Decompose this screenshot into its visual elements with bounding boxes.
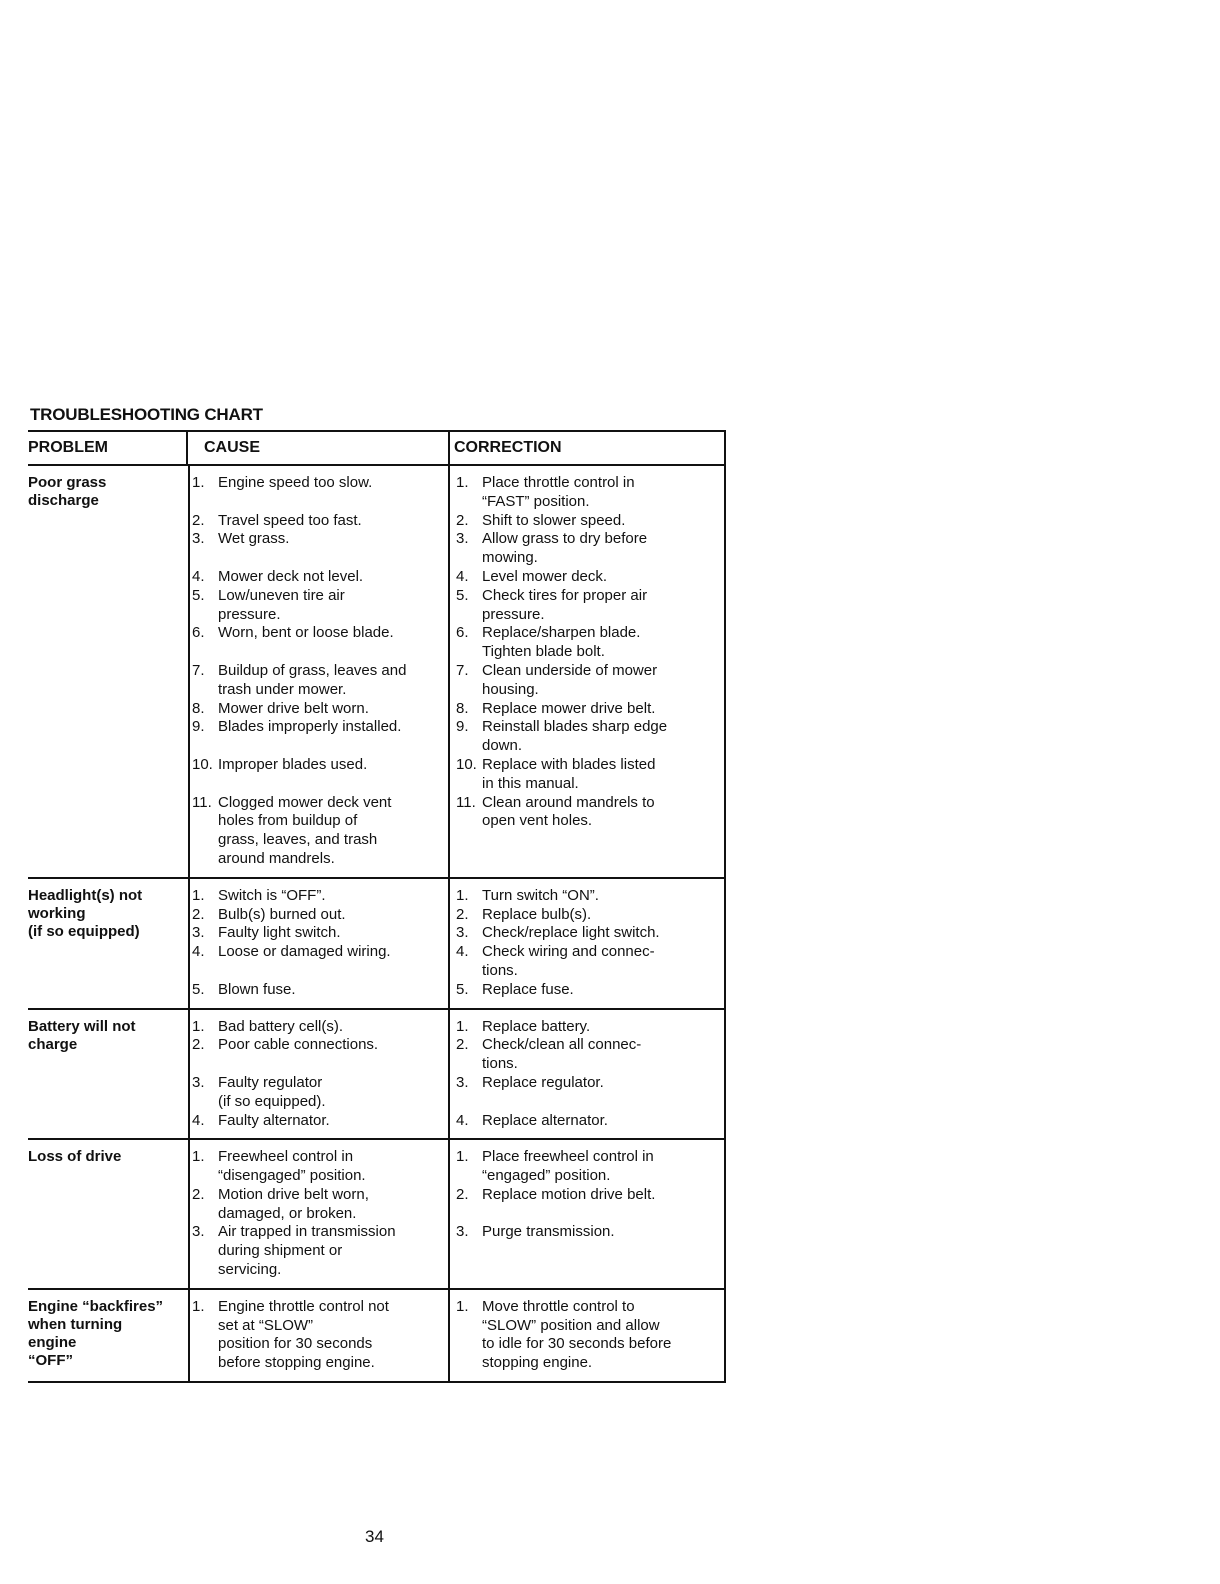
cause-number: 4. xyxy=(192,1111,205,1129)
problem-label: Poor grass discharge xyxy=(28,474,107,509)
cause-item xyxy=(192,794,448,869)
correction-number: 4. xyxy=(456,1111,469,1129)
cause-text: Blown fuse. xyxy=(218,980,296,998)
correction-item xyxy=(456,700,724,719)
cause-text: Air trapped in transmission during shipment or servicing. xyxy=(218,1223,396,1279)
cause-number: 1. xyxy=(192,1297,205,1315)
correction-text: Allow grass to dry before mowing. xyxy=(482,530,648,567)
correction-number: 1. xyxy=(456,886,469,904)
correction-number: 3. xyxy=(456,924,469,942)
correction-number: 11. xyxy=(456,793,476,811)
page-title: TROUBLESHOOTING CHART xyxy=(30,405,263,424)
cause-item xyxy=(192,1186,448,1224)
correction-number: 1. xyxy=(456,1297,469,1315)
cause-number: 1. xyxy=(192,1017,205,1035)
correction-item xyxy=(456,887,724,906)
cause-item xyxy=(192,756,448,775)
correction-text: Clean around mandrels to open vent holes. xyxy=(482,793,655,830)
cause-item xyxy=(192,943,448,962)
correction-item xyxy=(456,530,724,568)
correction-item xyxy=(456,1298,724,1373)
header-problem: PROBLEM xyxy=(28,439,108,456)
cause-text: Motion drive belt worn, damaged, or broken. xyxy=(218,1185,369,1222)
cause-text: Poor cable connections. xyxy=(218,1036,379,1054)
problem-label: Battery will not charge xyxy=(28,1017,136,1053)
correction-number: 10. xyxy=(456,755,477,773)
correction-text: Turn switch “ON”. xyxy=(482,886,599,904)
cause-item xyxy=(192,1298,448,1373)
cause-number: 2. xyxy=(192,1036,205,1054)
correction-number: 8. xyxy=(456,699,469,717)
cause-number: 4. xyxy=(192,943,205,961)
cause-text: Improper blades used. xyxy=(218,755,368,773)
page-number: 34 xyxy=(365,1527,384,1546)
cause-text: Engine throttle control not set at “SLOW” position for 30 seconds before stopping engine. xyxy=(218,1297,389,1372)
correction-column xyxy=(450,879,726,1008)
cause-number: 1. xyxy=(192,886,205,904)
cause-number: 8. xyxy=(192,699,205,717)
cause-text: Faulty light switch. xyxy=(218,924,341,942)
cause-number: 2. xyxy=(192,905,205,923)
cause-text: Mower deck not level. xyxy=(218,567,364,585)
cause-text: Bad battery cell(s). xyxy=(218,1017,344,1035)
correction-item xyxy=(456,981,724,1000)
correction-item xyxy=(456,794,724,832)
correction-item xyxy=(456,587,724,625)
cause-number: 10. xyxy=(192,755,213,773)
cause-column xyxy=(188,879,450,1008)
cause-text: Worn, bent or loose blade. xyxy=(218,624,394,642)
correction-number: 9. xyxy=(456,718,469,736)
correction-text: Reinstall blades sharp edge down. xyxy=(482,718,668,755)
correction-text: Replace alternator. xyxy=(482,1111,608,1129)
problem-label: Loss of drive xyxy=(28,1148,122,1166)
correction-item xyxy=(456,662,724,700)
cause-number: 2. xyxy=(192,1185,205,1203)
correction-text: Place freewheel control in “engaged” position. xyxy=(482,1148,654,1185)
cause-item xyxy=(192,1148,448,1186)
cause-text: Travel speed too fast. xyxy=(218,511,362,529)
cause-number: 5. xyxy=(192,980,205,998)
cause-number: 5. xyxy=(192,586,205,604)
correction-column xyxy=(450,1290,726,1381)
correction-column xyxy=(450,1010,726,1139)
correction-text: Replace motion drive belt. xyxy=(482,1185,656,1203)
correction-text: Replace/sharpen blade. Tighten blade bolt. xyxy=(482,624,641,661)
correction-text: Replace regulator. xyxy=(482,1073,604,1091)
cause-item xyxy=(192,981,448,1000)
cause-number: 2. xyxy=(192,511,205,529)
correction-item xyxy=(456,1112,724,1131)
correction-item xyxy=(456,624,724,662)
correction-text: Move throttle control to “SLOW” position and allow to idle for 30 seconds before stopping engine. xyxy=(482,1297,672,1372)
correction-column xyxy=(450,466,726,877)
table-body xyxy=(28,466,726,1383)
cause-text: Wet grass. xyxy=(218,530,290,548)
correction-text: Check wiring and connec- tions. xyxy=(482,943,655,979)
cause-text: Blades improperly installed. xyxy=(218,718,402,736)
correction-text: Check/replace light switch. xyxy=(482,924,660,942)
correction-number: 1. xyxy=(456,1017,469,1035)
cause-column xyxy=(188,1010,450,1139)
correction-number: 3. xyxy=(456,1073,469,1091)
problem-label: Engine “backfires” when turning engine “OFF” xyxy=(28,1297,164,1369)
cause-item xyxy=(192,906,448,925)
cause-item xyxy=(192,887,448,906)
correction-item xyxy=(456,1186,724,1205)
cause-number: 3. xyxy=(192,1073,205,1091)
cause-item xyxy=(192,924,448,943)
cause-text: Buildup of grass, leaves and trash under mower. xyxy=(218,661,407,698)
cause-item xyxy=(192,1018,448,1037)
cause-item xyxy=(192,718,448,737)
cause-number: 3. xyxy=(192,924,205,942)
cause-text: Faulty alternator. xyxy=(218,1111,330,1129)
correction-number: 2. xyxy=(456,1185,469,1203)
problem-group xyxy=(28,879,726,1010)
correction-item xyxy=(456,943,724,981)
correction-item xyxy=(456,756,724,794)
cause-column xyxy=(188,466,450,877)
cause-text: Mower drive belt worn. xyxy=(218,699,369,717)
cause-number: 1. xyxy=(192,474,205,491)
correction-text: Replace mower drive belt. xyxy=(482,699,656,717)
cause-item xyxy=(192,568,448,587)
problem-group xyxy=(28,466,726,879)
correction-item xyxy=(456,568,724,587)
cause-number: 3. xyxy=(192,1223,205,1241)
cause-text: Engine speed too slow. xyxy=(218,474,373,491)
correction-number: 2. xyxy=(456,511,469,529)
correction-item xyxy=(456,1036,724,1074)
cause-item xyxy=(192,587,448,625)
cause-column xyxy=(188,1290,450,1381)
cause-number: 1. xyxy=(192,1148,205,1166)
cause-text: Bulb(s) burned out. xyxy=(218,905,346,923)
cause-text: Freewheel control in “disengaged” position. xyxy=(218,1148,366,1185)
troubleshooting-table xyxy=(28,430,726,1383)
correction-item xyxy=(456,906,724,925)
correction-item xyxy=(456,1148,724,1186)
correction-text: Clean underside of mower housing. xyxy=(482,661,658,698)
cause-text: Switch is “OFF”. xyxy=(218,886,326,904)
correction-text: Purge transmission. xyxy=(482,1223,615,1241)
cause-number: 3. xyxy=(192,530,205,548)
correction-text: Check tires for proper air pressure. xyxy=(482,586,648,623)
correction-number: 4. xyxy=(456,943,469,961)
cause-item xyxy=(192,1223,448,1279)
cause-column xyxy=(188,1140,450,1288)
correction-text: Replace battery. xyxy=(482,1017,591,1035)
correction-number: 5. xyxy=(456,586,469,604)
correction-number: 3. xyxy=(456,1223,469,1241)
table-header xyxy=(28,430,726,466)
cause-item xyxy=(192,512,448,531)
header-correction: CORRECTION xyxy=(448,432,724,464)
cause-number: 9. xyxy=(192,718,205,736)
cause-item xyxy=(192,530,448,549)
correction-item xyxy=(456,718,724,756)
cause-number: 4. xyxy=(192,567,205,585)
correction-number: 1. xyxy=(456,1148,469,1166)
problem-group xyxy=(28,1010,726,1141)
correction-item xyxy=(456,512,724,531)
cause-number: 6. xyxy=(192,624,205,642)
correction-item xyxy=(456,474,724,512)
cause-text: Faulty regulator (if so equipped). xyxy=(218,1073,326,1110)
correction-number: 5. xyxy=(456,980,469,998)
correction-text: Shift to slower speed. xyxy=(482,511,626,529)
correction-number: 2. xyxy=(456,1036,469,1054)
cause-item xyxy=(192,662,448,700)
correction-number: 7. xyxy=(456,661,469,679)
cause-item xyxy=(192,624,448,643)
correction-text: Replace with blades listed in this manual. xyxy=(482,755,656,792)
problem-group xyxy=(28,1140,726,1290)
cause-item xyxy=(192,1074,448,1112)
cause-text: Loose or damaged wiring. xyxy=(218,943,391,961)
cause-item xyxy=(192,700,448,719)
header-cause: CAUSE xyxy=(186,432,448,464)
correction-number: 6. xyxy=(456,624,469,642)
cause-text: Low/uneven tire air pressure. xyxy=(218,586,345,623)
correction-item xyxy=(456,924,724,943)
correction-text: Replace bulb(s). xyxy=(482,905,592,923)
correction-item xyxy=(456,1074,724,1093)
correction-column xyxy=(450,1140,726,1288)
problem-label: Headlight(s) not working (if so equipped) xyxy=(28,886,143,940)
correction-item xyxy=(456,1223,724,1242)
cause-item xyxy=(192,1036,448,1055)
cause-text: Clogged mower deck vent holes from buildup of grass, leaves, and trash around mandrels. xyxy=(218,793,392,867)
correction-number: 4. xyxy=(456,567,469,585)
correction-text: Level mower deck. xyxy=(482,567,608,585)
correction-number: 1. xyxy=(456,474,469,491)
correction-number: 2. xyxy=(456,905,469,923)
correction-text: Check/clean all connec- tions. xyxy=(482,1036,642,1073)
cause-item xyxy=(192,474,448,493)
correction-text: Place throttle control in “FAST” position. xyxy=(482,474,635,510)
cause-number: 7. xyxy=(192,661,205,679)
cause-item xyxy=(192,1112,448,1131)
problem-group xyxy=(28,1290,726,1383)
correction-number: 3. xyxy=(456,530,469,548)
cause-number: 11. xyxy=(192,793,212,811)
correction-item xyxy=(456,1018,724,1037)
correction-text: Replace fuse. xyxy=(482,980,574,998)
